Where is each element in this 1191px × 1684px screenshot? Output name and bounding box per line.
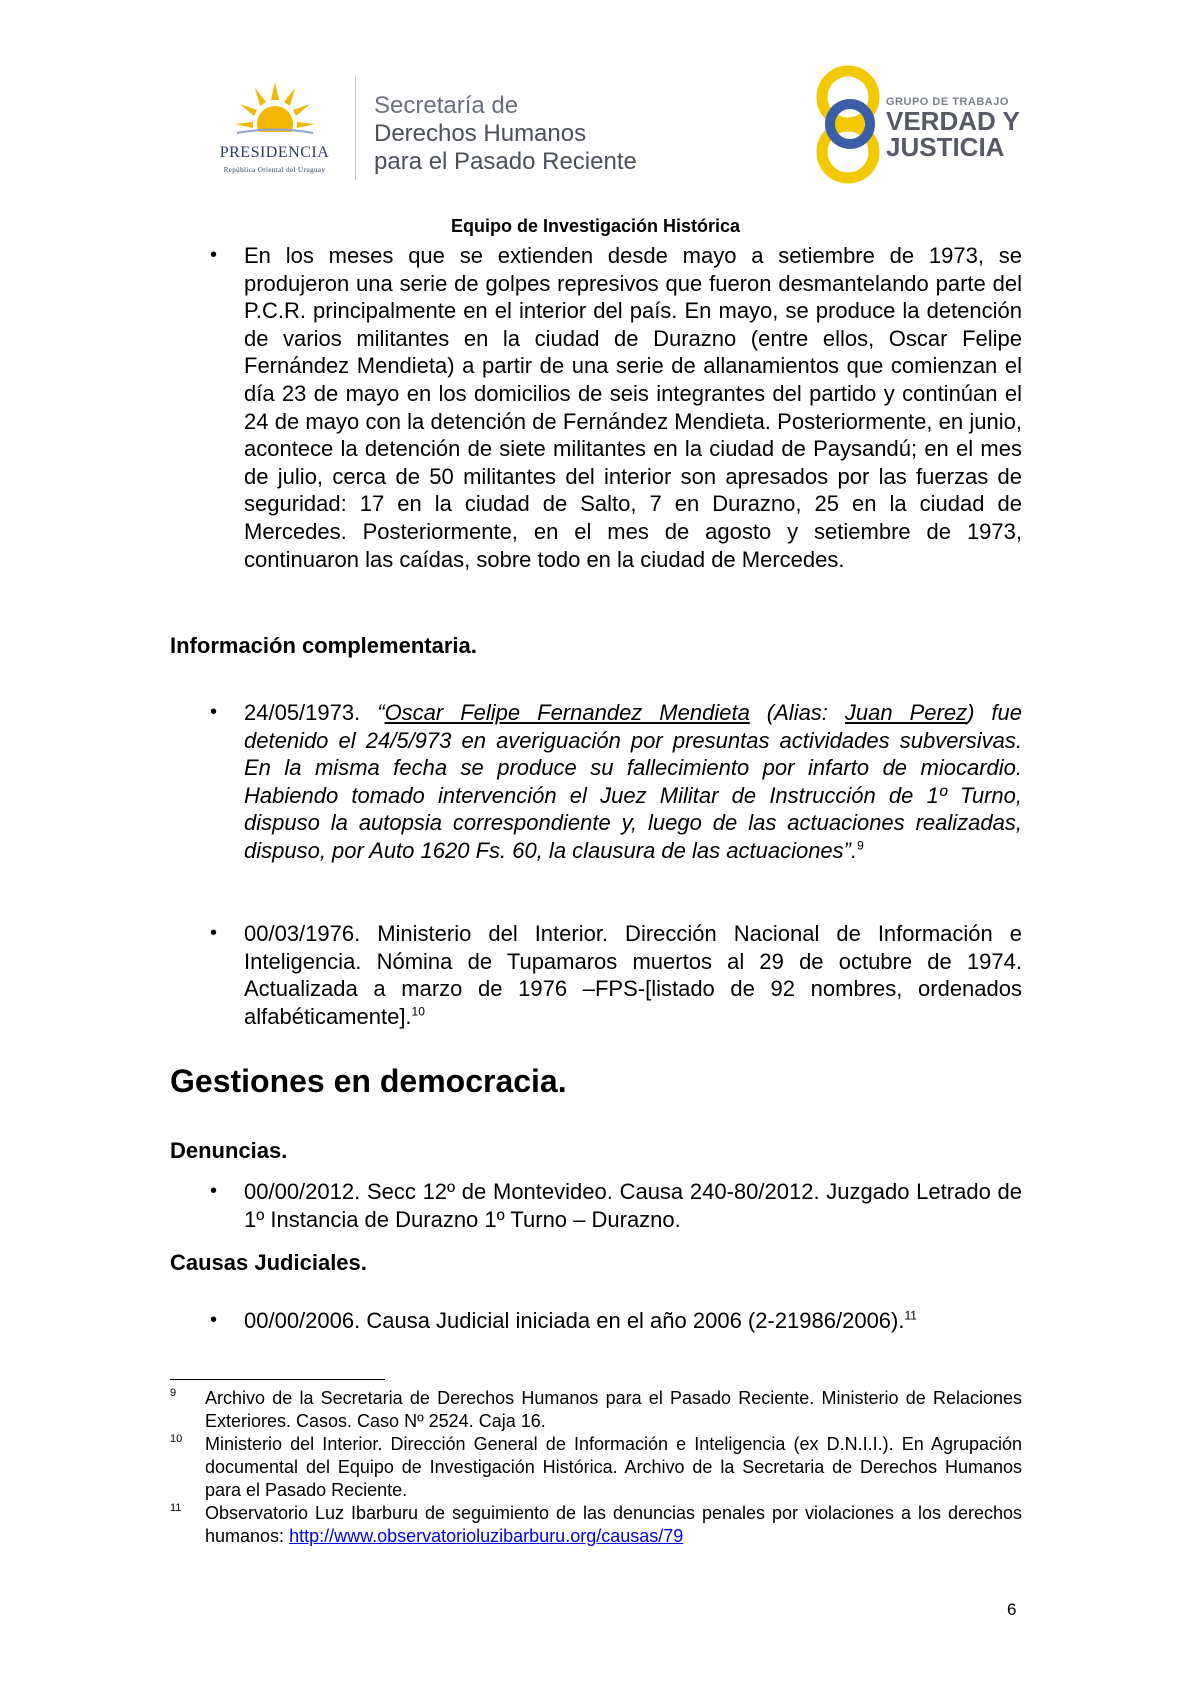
presidencia-logo <box>197 80 352 180</box>
footnote-text-body: Observatorio Luz Ibarburu de seguimiento de las denuncias penales por violaciones a los derechos humanos: <box>205 1503 1022 1546</box>
person-name: Oscar Felipe Fernandez Mendieta <box>384 700 750 725</box>
info-heading: Información complementaria. <box>170 633 477 658</box>
quote-body: ) fue detenido el 24/5/973 en averiguación por presuntas actividades subversivas. En la misma fecha se produce su fallecimiento por infarto de miocardio. Habiendo tomado intervención el Juez Militar de Instrucción de 1º Turno, dispuso la autopsia correspondiente y, luego de las actuaciones realizadas, dispuso, por Auto 1620 Fs. 60, la clausura de las actuaciones”. <box>244 700 1022 863</box>
secretaria-line3: para el Pasado Reciente <box>374 148 637 175</box>
bullet: • <box>210 1309 218 1331</box>
quote-open: “ <box>377 700 385 725</box>
bullet: • <box>210 922 218 944</box>
presidencia-label: PRESIDENCIA <box>219 144 330 161</box>
footnote-number: 10 <box>170 1433 183 1445</box>
page-header <box>0 0 1191 215</box>
header-divider <box>355 75 356 180</box>
info-item-2 <box>244 920 1022 1030</box>
alias-prefix: (Alias: <box>749 700 845 725</box>
verdad-justicia-text <box>886 96 1020 160</box>
page-number: 6 <box>1007 1600 1017 1619</box>
footnote-text <box>205 1502 1022 1548</box>
denuncias-heading: Denuncias. <box>170 1138 288 1163</box>
verdad-label: VERDAD Y <box>886 106 1020 136</box>
justicia-label: JUSTICIA <box>886 132 1005 162</box>
causas-heading: Causas Judiciales. <box>170 1250 367 1275</box>
alias-name: Juan Perez <box>844 700 968 725</box>
footnote-number: 11 <box>170 1502 182 1514</box>
secretaria-logo-text <box>374 92 637 176</box>
footnote-separator <box>170 1379 385 1380</box>
secretaria-line2: Derechos Humanos <box>374 120 587 147</box>
gestiones-heading: Gestiones en democracia. <box>170 1063 567 1099</box>
footnote-text: Ministerio del Interior. Dirección General de Información e Inteligencia (ex D.N.I.I.). En Agrupación documental del Equipo de Investigación Histórica. Archivo de la Secretaria de Derechos Humanos para el Pasado Reciente. <box>205 1434 1022 1500</box>
footnote-text: Archivo de la Secretaria de Derechos Humanos para el Pasado Reciente. Ministerio de Relaciones Exteriores. Casos. Caso Nº 2524. Caja 16. <box>205 1388 1022 1431</box>
denuncias-item: 00/00/2012. Secc 12º de Montevideo. Causa 240-80/2012. Juzgado Letrado de 1º Instancia de Durazno 1º Turno – Durazno. <box>244 1179 1022 1232</box>
observatorio-link[interactable]: http://www.observatorioluzibarburu.org/causas/79 <box>289 1526 684 1546</box>
intro-paragraph: En los meses que se extienden desde mayo a setiembre de 1973, se produjeron una serie de golpes represivos que fueron desmantelando parte del P.C.R. principalmente en el interior del país. En mayo, se produce la detención de varios militantes en la ciudad de Durazno (entre ellos, Oscar Felipe Fernández Mendieta) a partir de una serie de allanamientos que comienzan el día 23 de mayo en los domicilios de seis integrantes del partido y continúan el 24 de mayo con la detención de Fernández Mendieta. Posteriormente, en junio, acontece la detención de siete militantes en la ciudad de Paysandú; en el mes de julio, cerca de 50 militantes del interior son apresados por las fuerzas de seguridad: 17 en la ciudad de Salto, 7 en Durazno, 25 en la ciudad de Mercedes. Posteriormente, en el mes de agosto y setiembre de 1973, continuaron las caídas, sobre todo en la ciudad de Mercedes. <box>244 243 1022 572</box>
causas-item-text: 00/00/2006. Causa Judicial iniciada en el año 2006 (2-21986/2006). <box>244 1308 905 1333</box>
bullet: • <box>210 1180 218 1202</box>
presidencia-sublabel: República Oriental del Uruguay <box>223 166 326 174</box>
footnote-number: 9 <box>170 1387 177 1399</box>
secretaria-line1: Secretaría de <box>374 92 519 119</box>
footnote-ref[interactable]: 10 <box>411 1004 425 1019</box>
info-item-2-text: 00/03/1976. Ministerio del Interior. Dirección Nacional de Información e Inteligencia. Nómina de Tupamaros muertos al 29 de octubre de 1974. Actualizada a marzo de 1976 –FPS-[listado de 92 nombres, ordenados alfabéticamente]. <box>244 921 1022 1029</box>
grupo-label: GRUPO DE TRABAJO <box>886 96 1009 108</box>
bullet: • <box>210 244 218 266</box>
causas-item <box>244 1307 1022 1335</box>
sun-icon <box>235 80 315 142</box>
footnote-ref[interactable]: 11 <box>904 1308 917 1323</box>
bullet: • <box>210 701 218 723</box>
verdad-justicia-logo-icon <box>810 62 890 187</box>
info-date: 24/05/1973. <box>244 700 361 725</box>
info-item-1 <box>244 699 1022 865</box>
team-heading: Equipo de Investigación Histórica <box>450 216 741 236</box>
footnote-ref[interactable]: 9 <box>857 838 864 853</box>
